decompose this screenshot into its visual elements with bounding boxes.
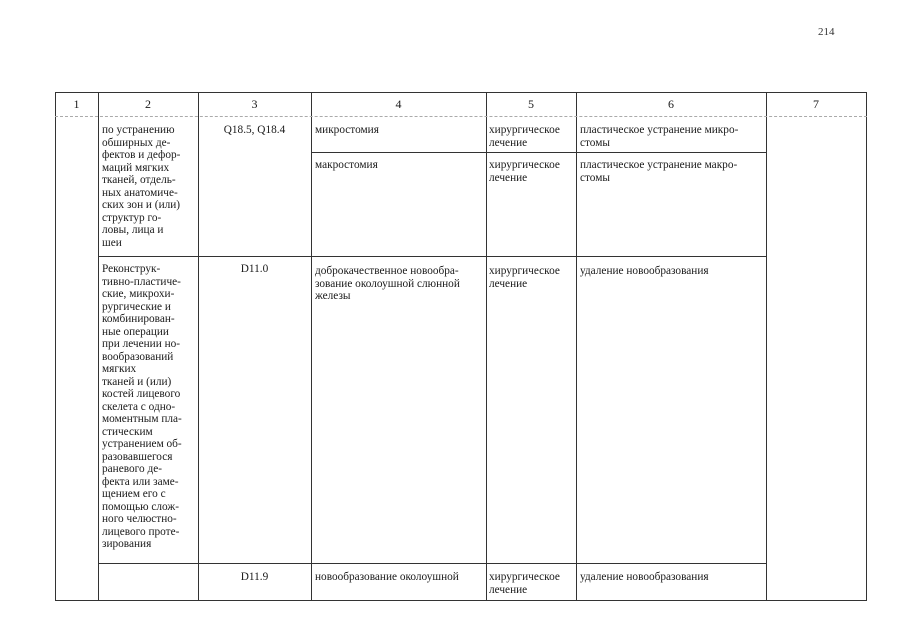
row-divider (98, 563, 766, 564)
column-divider (98, 93, 99, 600)
text-line: стическим (102, 425, 153, 438)
column-divider (766, 93, 767, 600)
text-line: пластическое устранение макро- (580, 159, 738, 171)
text-line: лечение (489, 277, 528, 290)
text-line: зирования (102, 538, 152, 550)
text-line: ских зон и (или) (102, 199, 181, 211)
column-header: 1 (73, 97, 80, 111)
text-line: тивно-пластиче- (102, 275, 181, 288)
text-line: устранением об- (102, 438, 182, 450)
text-line: тканей и (или) (102, 375, 172, 388)
text-line: ловы, лица и (102, 224, 164, 236)
column-header: 5 (528, 97, 534, 111)
text-line: при лечении но- (102, 338, 181, 350)
icd-code-cell: D11.9 (240, 571, 269, 583)
column-header: 4 (395, 97, 402, 111)
column-header: 6 (668, 97, 674, 111)
text-line: фекта или заме- (102, 475, 179, 488)
text-line: маций мягких (102, 161, 170, 174)
column-header: 2 (145, 97, 151, 111)
treatment-type-cell (489, 571, 560, 596)
table-border-left (55, 93, 56, 600)
column-header: 7 (813, 97, 819, 111)
text-line: хирургическое (489, 124, 560, 136)
text-line: удаление новообразования (580, 265, 709, 277)
table-border-right (866, 93, 867, 600)
treatment-type-cell (489, 124, 560, 149)
text-line: мягких (102, 363, 137, 375)
text-line: микростомия (315, 124, 379, 136)
text-line: фектов и дефор- (102, 149, 181, 161)
diagnosis-cell (315, 571, 459, 584)
text-line: тканей, отдель- (102, 174, 176, 186)
text-line: макростомия (315, 159, 378, 171)
treatment-type-cell (489, 265, 560, 290)
text-line: по устранению (102, 124, 175, 136)
text-line: костей лицевого (102, 388, 181, 400)
treatment-method-cell (580, 265, 709, 278)
text-line: стомы (580, 171, 610, 184)
column-divider (486, 93, 487, 600)
text-line: скелета с одно- (102, 400, 176, 413)
text-line: ские, микрохи- (102, 288, 175, 300)
text-line: моментным пла- (102, 413, 182, 425)
text-line: лечение (489, 136, 528, 149)
header-separator (55, 116, 867, 117)
text-line: структур го- (102, 211, 162, 224)
medical-services-table (55, 92, 867, 601)
text-line: Реконструк- (102, 263, 161, 275)
text-line: лицевого протe- (102, 525, 180, 538)
text-line: хирургическое (489, 571, 560, 583)
text-line: вообразований (102, 350, 174, 363)
service-name-cell (102, 263, 182, 551)
text-line: обширных де- (102, 136, 171, 149)
text-line: стомы (580, 136, 610, 149)
icd-code-cell: Q18.5, Q18.4 (223, 124, 286, 136)
text-line: ные операции (102, 325, 169, 338)
column-header: 3 (251, 97, 258, 111)
text-line: раневого де- (102, 463, 162, 475)
diagnosis-cell (315, 159, 378, 172)
treatment-type-cell (489, 159, 560, 184)
text-line: хирургическое (489, 265, 560, 277)
treatment-method-cell (580, 571, 709, 584)
diagnosis-cell (315, 265, 460, 303)
text-line: щением его с (102, 488, 166, 500)
column-divider (576, 93, 577, 600)
diagnosis-cell (315, 124, 379, 137)
page-number: 214 (818, 26, 835, 38)
text-line: шеи (102, 236, 122, 249)
row-divider (311, 152, 766, 153)
text-line: пластическое устранение микро- (580, 124, 739, 136)
row-divider (98, 256, 766, 257)
text-line: лечение (489, 171, 528, 184)
text-line: новообразование околоушной (315, 571, 459, 583)
text-line: рургические и (102, 300, 171, 313)
treatment-method-cell (580, 124, 738, 149)
text-line: ного челюстно- (102, 513, 177, 525)
text-line: разовавшегося (102, 450, 173, 463)
icd-code-cell: D11.0 (240, 263, 269, 275)
text-line: доброкачественное новообра- (315, 265, 459, 277)
column-divider (198, 93, 199, 600)
column-divider (311, 93, 312, 600)
text-line: комбинирован- (102, 313, 175, 325)
text-line: лечение (489, 583, 528, 596)
text-line: удаление новообразования (580, 571, 709, 583)
text-line: помощью слож- (102, 500, 179, 513)
text-line: ных анатомиче- (102, 186, 178, 199)
text-line: железы (315, 290, 351, 302)
text-line: зование околоушной слюнной (315, 277, 460, 290)
service-name-cell (102, 124, 180, 249)
treatment-method-cell (580, 159, 737, 184)
text-line: хирургическое (489, 159, 560, 171)
